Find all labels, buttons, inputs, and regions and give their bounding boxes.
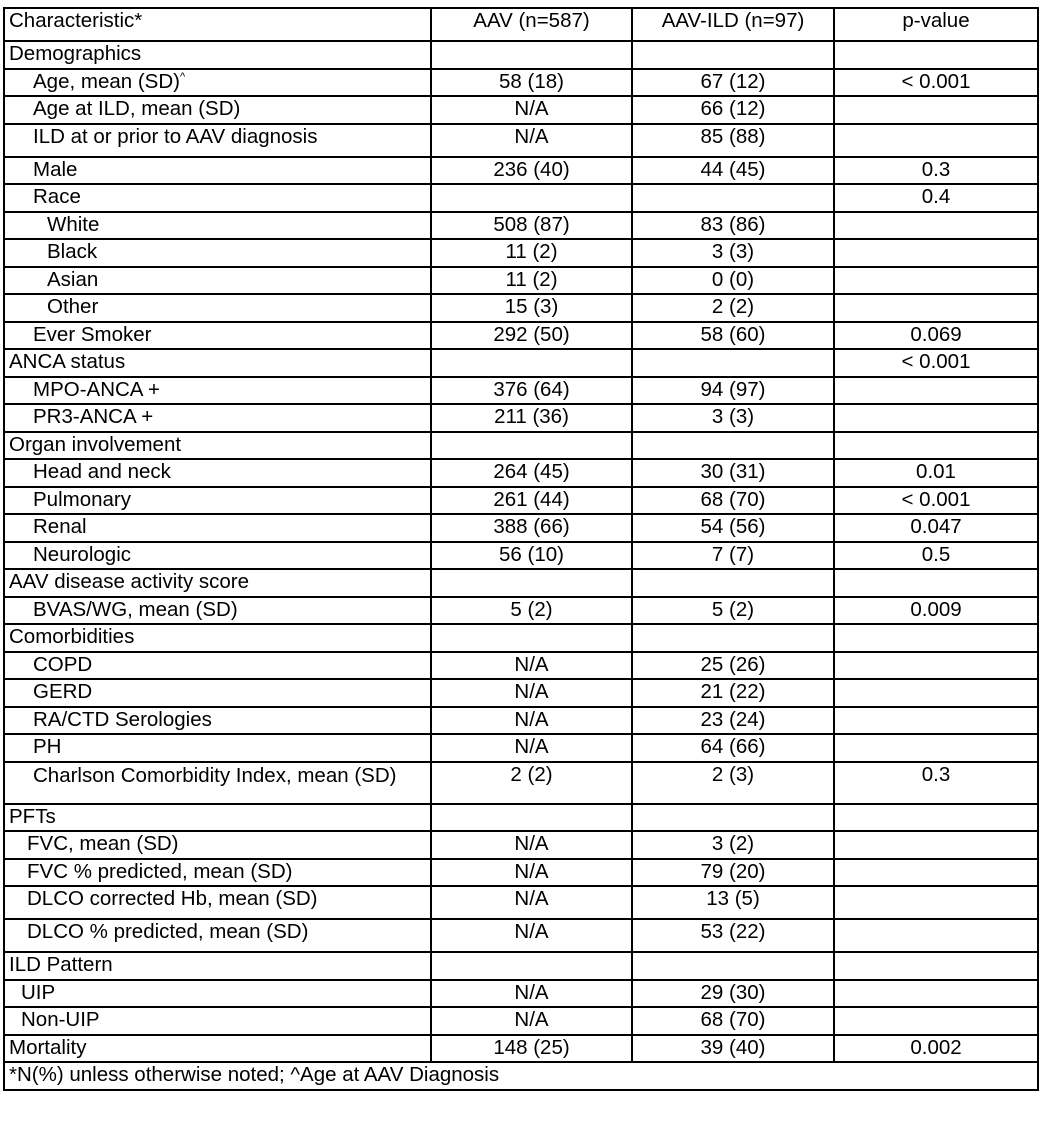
aav-cell: 11 (2) — [431, 239, 632, 267]
aav-cell: 2 (2) — [431, 762, 632, 804]
table-row — [4, 239, 1038, 267]
aav-cell: 148 (25) — [431, 1035, 632, 1063]
table-row — [4, 734, 1038, 762]
aav-ild-cell — [632, 569, 834, 597]
section-label: AAV disease activity score — [4, 569, 431, 597]
table-row — [4, 859, 1038, 887]
aav-cell: N/A — [431, 980, 632, 1008]
row-label: Pulmonary — [4, 487, 431, 515]
p-value-cell — [834, 652, 1038, 680]
row-label: White — [4, 212, 431, 240]
aav-cell: 376 (64) — [431, 377, 632, 405]
row-label: Other — [4, 294, 431, 322]
table-row — [4, 157, 1038, 185]
table-row — [4, 184, 1038, 212]
aav-ild-cell: 2 (2) — [632, 294, 834, 322]
aav-cell — [431, 624, 632, 652]
row-label: DLCO % predicted, mean (SD) — [4, 919, 431, 952]
table-row — [4, 267, 1038, 295]
row-label: Renal — [4, 514, 431, 542]
p-value-cell: 0.3 — [834, 762, 1038, 804]
table-row — [4, 514, 1038, 542]
table-row — [4, 762, 1038, 804]
row-label: RA/CTD Serologies — [4, 707, 431, 735]
table-row — [4, 212, 1038, 240]
aav-cell: N/A — [431, 652, 632, 680]
section-row — [4, 349, 1038, 377]
row-label: Male — [4, 157, 431, 185]
table-row — [4, 322, 1038, 350]
row-label: ILD at or prior to AAV diagnosis — [4, 124, 431, 157]
table-row — [4, 652, 1038, 680]
row-label: Head and neck — [4, 459, 431, 487]
table-row — [4, 487, 1038, 515]
aav-ild-cell: 54 (56) — [632, 514, 834, 542]
section-label: ILD Pattern — [4, 952, 431, 980]
aav-ild-cell: 21 (22) — [632, 679, 834, 707]
aav-cell: 261 (44) — [431, 487, 632, 515]
aav-ild-cell: 64 (66) — [632, 734, 834, 762]
section-row — [4, 952, 1038, 980]
header-characteristic: Characteristic* — [4, 8, 431, 41]
row-label: FVC % predicted, mean (SD) — [4, 859, 431, 887]
aav-ild-cell: 7 (7) — [632, 542, 834, 570]
p-value-cell — [834, 294, 1038, 322]
p-value-cell — [834, 239, 1038, 267]
p-value-cell — [834, 804, 1038, 832]
aav-ild-cell — [632, 624, 834, 652]
aav-cell: N/A — [431, 919, 632, 952]
p-value-cell — [834, 267, 1038, 295]
row-label: Mortality — [4, 1035, 431, 1063]
p-value-cell: 0.3 — [834, 157, 1038, 185]
table-row — [4, 1007, 1038, 1035]
aav-cell: N/A — [431, 886, 632, 919]
aav-cell: 211 (36) — [431, 404, 632, 432]
aav-ild-cell — [632, 432, 834, 460]
table-row — [4, 459, 1038, 487]
table-row — [4, 294, 1038, 322]
p-value-cell: 0.5 — [834, 542, 1038, 570]
aav-ild-cell: 29 (30) — [632, 980, 834, 1008]
row-label: UIP — [4, 980, 431, 1008]
aav-cell — [431, 41, 632, 69]
row-label: Age at ILD, mean (SD) — [4, 96, 431, 124]
p-value-cell — [834, 377, 1038, 405]
table-row — [4, 831, 1038, 859]
p-value-cell — [834, 679, 1038, 707]
aav-ild-cell — [632, 349, 834, 377]
row-label: COPD — [4, 652, 431, 680]
table-row — [4, 404, 1038, 432]
table-row — [4, 1035, 1038, 1063]
p-value-cell: 0.047 — [834, 514, 1038, 542]
section-row — [4, 624, 1038, 652]
aav-cell — [431, 349, 632, 377]
aav-cell: N/A — [431, 707, 632, 735]
aav-cell: 56 (10) — [431, 542, 632, 570]
aav-ild-cell: 68 (70) — [632, 487, 834, 515]
p-value-cell: 0.01 — [834, 459, 1038, 487]
header-p-value: p-value — [834, 8, 1038, 41]
p-value-cell — [834, 569, 1038, 597]
p-value-cell: 0.002 — [834, 1035, 1038, 1063]
p-value-cell: 0.4 — [834, 184, 1038, 212]
p-value-cell — [834, 707, 1038, 735]
aav-ild-cell — [632, 41, 834, 69]
p-value-cell — [834, 432, 1038, 460]
section-row — [4, 804, 1038, 832]
row-label-text: Age, mean (SD) — [33, 69, 180, 93]
caret-marker: ^ — [179, 70, 186, 83]
row-label: PR3-ANCA + — [4, 404, 431, 432]
aav-cell: N/A — [431, 679, 632, 707]
p-value-cell: 0.069 — [834, 322, 1038, 350]
aav-cell: N/A — [431, 734, 632, 762]
section-row — [4, 41, 1038, 69]
p-value-cell — [834, 124, 1038, 157]
p-value-cell: < 0.001 — [834, 487, 1038, 515]
aav-ild-cell: 68 (70) — [632, 1007, 834, 1035]
row-label: FVC, mean (SD) — [4, 831, 431, 859]
p-value-cell — [834, 831, 1038, 859]
p-value-cell — [834, 624, 1038, 652]
header-aav: AAV (n=587) — [431, 8, 632, 41]
section-label: Demographics — [4, 41, 431, 69]
p-value-cell — [834, 734, 1038, 762]
p-value-cell — [834, 96, 1038, 124]
table-row — [4, 597, 1038, 625]
aav-cell: N/A — [431, 831, 632, 859]
aav-ild-cell: 0 (0) — [632, 267, 834, 295]
aav-ild-cell: 44 (45) — [632, 157, 834, 185]
aav-cell: N/A — [431, 124, 632, 157]
header-row — [4, 8, 1038, 41]
row-label: Neurologic — [4, 542, 431, 570]
p-value-cell — [834, 886, 1038, 919]
characteristics-table — [3, 7, 1039, 1091]
table-row — [4, 377, 1038, 405]
section-label: Organ involvement — [4, 432, 431, 460]
aav-cell — [431, 569, 632, 597]
table-row — [4, 679, 1038, 707]
aav-cell: 292 (50) — [431, 322, 632, 350]
section-row — [4, 569, 1038, 597]
row-label: PH — [4, 734, 431, 762]
aav-cell: 58 (18) — [431, 69, 632, 97]
aav-cell: 388 (66) — [431, 514, 632, 542]
p-value-cell — [834, 859, 1038, 887]
table-row — [4, 919, 1038, 952]
header-aav-ild: AAV-ILD (n=97) — [632, 8, 834, 41]
p-value-cell: < 0.001 — [834, 69, 1038, 97]
aav-ild-cell: 94 (97) — [632, 377, 834, 405]
aav-ild-cell: 13 (5) — [632, 886, 834, 919]
table-row — [4, 124, 1038, 157]
p-value-cell — [834, 919, 1038, 952]
row-label: Charlson Comorbidity Index, mean (SD) — [4, 762, 431, 804]
p-value-cell: < 0.001 — [834, 349, 1038, 377]
aav-ild-cell: 30 (31) — [632, 459, 834, 487]
aav-ild-cell: 3 (2) — [632, 831, 834, 859]
row-label: GERD — [4, 679, 431, 707]
aav-cell — [431, 952, 632, 980]
aav-ild-cell: 2 (3) — [632, 762, 834, 804]
table-row — [4, 542, 1038, 570]
aav-cell — [431, 432, 632, 460]
table-row — [4, 96, 1038, 124]
aav-cell — [431, 184, 632, 212]
aav-ild-cell: 66 (12) — [632, 96, 834, 124]
section-row — [4, 432, 1038, 460]
aav-cell: N/A — [431, 1007, 632, 1035]
aav-ild-cell — [632, 952, 834, 980]
aav-ild-cell — [632, 184, 834, 212]
footnote: *N(%) unless otherwise noted; ^Age at AAV Diagnosis — [4, 1062, 1038, 1090]
p-value-cell — [834, 404, 1038, 432]
aav-ild-cell: 85 (88) — [632, 124, 834, 157]
aav-cell: 11 (2) — [431, 267, 632, 295]
table-row — [4, 980, 1038, 1008]
aav-ild-cell: 67 (12) — [632, 69, 834, 97]
table-row — [4, 69, 1038, 97]
section-label: Comorbidities — [4, 624, 431, 652]
aav-ild-cell: 3 (3) — [632, 404, 834, 432]
aav-ild-cell: 3 (3) — [632, 239, 834, 267]
section-label: ANCA status — [4, 349, 431, 377]
aav-ild-cell: 79 (20) — [632, 859, 834, 887]
row-label: Black — [4, 239, 431, 267]
aav-ild-cell — [632, 804, 834, 832]
row-label: Asian — [4, 267, 431, 295]
aav-cell: N/A — [431, 96, 632, 124]
table-row — [4, 707, 1038, 735]
p-value-cell — [834, 1007, 1038, 1035]
p-value-cell — [834, 41, 1038, 69]
p-value-cell: 0.009 — [834, 597, 1038, 625]
aav-cell: 264 (45) — [431, 459, 632, 487]
aav-ild-cell: 5 (2) — [632, 597, 834, 625]
p-value-cell — [834, 980, 1038, 1008]
row-label: Race — [4, 184, 431, 212]
row-label: DLCO corrected Hb, mean (SD) — [4, 886, 431, 919]
aav-cell: 5 (2) — [431, 597, 632, 625]
aav-cell: 236 (40) — [431, 157, 632, 185]
aav-ild-cell: 53 (22) — [632, 919, 834, 952]
aav-cell: N/A — [431, 859, 632, 887]
aav-ild-cell: 83 (86) — [632, 212, 834, 240]
row-label: MPO-ANCA + — [4, 377, 431, 405]
row-label: Non-UIP — [4, 1007, 431, 1035]
section-label: PFTs — [4, 804, 431, 832]
aav-ild-cell: 25 (26) — [632, 652, 834, 680]
table-row — [4, 886, 1038, 919]
aav-ild-cell: 39 (40) — [632, 1035, 834, 1063]
row-label: Ever Smoker — [4, 322, 431, 350]
aav-ild-cell: 58 (60) — [632, 322, 834, 350]
footnote-row — [4, 1062, 1038, 1090]
aav-cell: 15 (3) — [431, 294, 632, 322]
aav-cell: 508 (87) — [431, 212, 632, 240]
p-value-cell — [834, 952, 1038, 980]
row-label: BVAS/WG, mean (SD) — [4, 597, 431, 625]
p-value-cell — [834, 212, 1038, 240]
row-label — [4, 69, 431, 97]
aav-cell — [431, 804, 632, 832]
aav-ild-cell: 23 (24) — [632, 707, 834, 735]
